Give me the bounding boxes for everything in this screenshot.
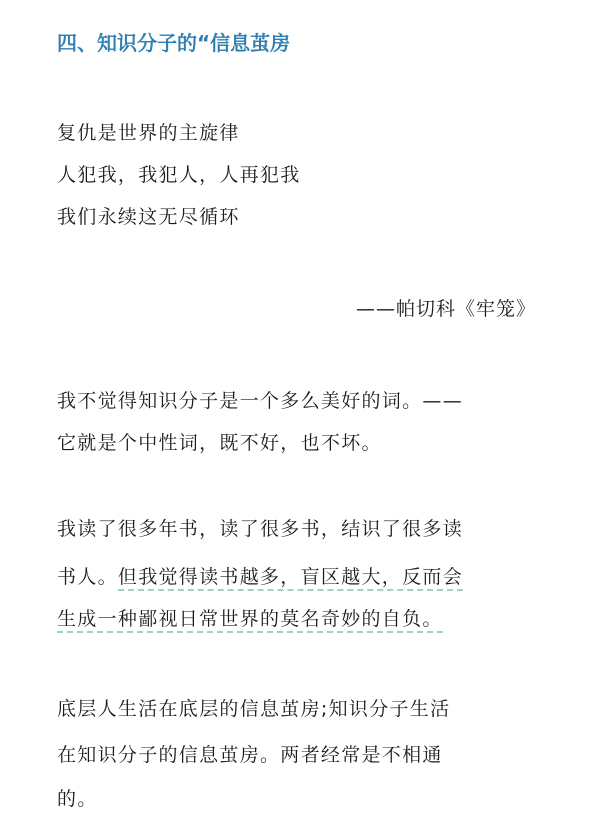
section-heading: 四、知识分子的“信息茧房 xyxy=(57,31,291,55)
highlighted-text[interactable]: 生成一种鄙视日常世界的莫名奇妙的自负。 xyxy=(57,608,443,633)
highlighted-text[interactable]: 但我觉得读书越多，盲区越大，反而会 xyxy=(118,566,463,591)
paragraph-line xyxy=(57,560,463,594)
paragraph-line: 的。 xyxy=(57,788,98,810)
poem-line: 人犯我，我犯人，人再犯我 xyxy=(57,164,301,186)
paragraph-line: 底层人生活在底层的信息茧房;知识分子生活 xyxy=(57,698,451,720)
poem-attribution: ——帕切科《牢笼》 xyxy=(355,298,536,320)
plain-text: 书人。 xyxy=(57,566,118,588)
paragraph-line: 我不觉得知识分子是一个多么美好的词。—— xyxy=(57,390,464,412)
paragraph-line: 我读了很多年书，读了很多书，结识了很多读 xyxy=(57,518,464,540)
paragraph-line xyxy=(57,602,443,636)
paragraph-line: 在知识分子的信息茧房。两者经常是不相通 xyxy=(57,744,443,766)
paragraph-line: 它就是个中性词，既不好，也不坏。 xyxy=(57,432,382,454)
poem-line: 我们永续这无尽循环 xyxy=(57,206,240,228)
poem-line: 复仇是世界的主旋律 xyxy=(57,122,240,144)
